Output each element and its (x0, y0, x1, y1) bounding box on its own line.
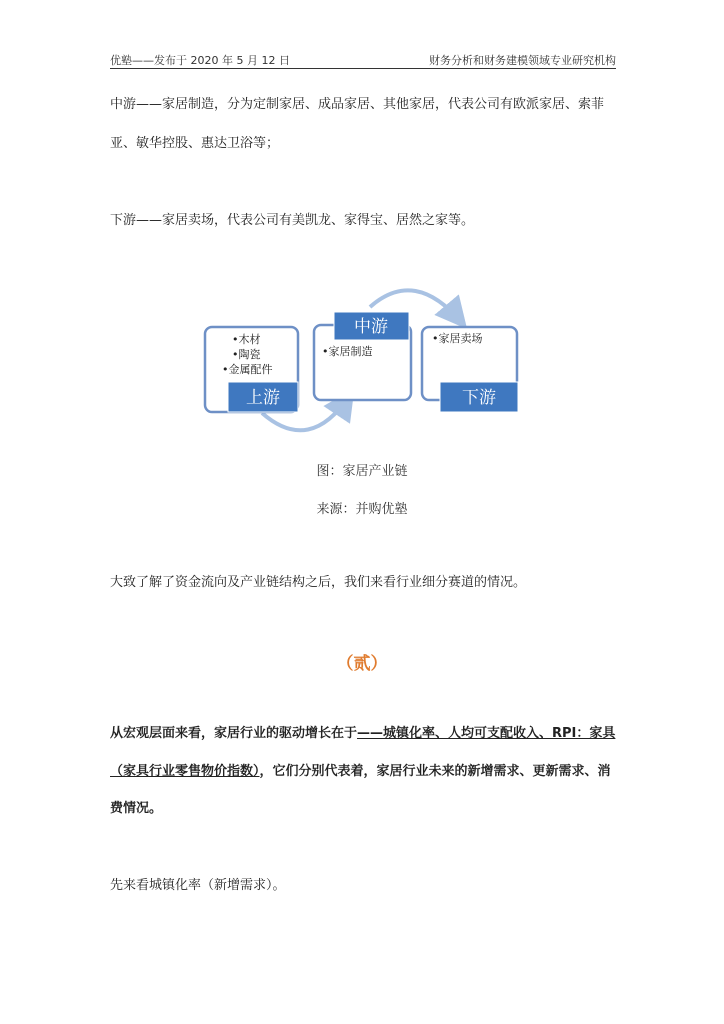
paragraph-midstream-line2: 亚、敏华控股、惠达卫浴等； (110, 136, 280, 151)
upstream-title: 上游 (246, 388, 280, 408)
upstream-item: •陶瓷 (232, 348, 261, 361)
header-org-name: 财务分析和财务建模领域专业研究机构 (429, 54, 616, 67)
underlined-rpi-note: （家具行业零售物价指数） (110, 764, 260, 779)
bold-text: ，它们分别代表着，家居行业未来的新增需求、更新需求、消 (259, 764, 611, 779)
paragraph-city-rate: 先来看城镇化率（新增需求）。 (110, 878, 286, 893)
page-header (110, 50, 616, 68)
figure-caption: 图：家居产业链 (316, 464, 408, 479)
midstream-item: •家居制造 (322, 345, 373, 358)
downstream-item: •家居卖场 (432, 332, 483, 345)
figure-source: 来源：并购优塾 (316, 502, 408, 517)
paragraph-midstream-line1: 中游——家居制造，分为定制家居、成品家居、其他家居，代表公司有欧派家居、索菲 (110, 97, 605, 112)
header-divider (110, 68, 616, 69)
bold-paragraph-line1 (110, 726, 615, 742)
bold-text: 从宏观层面来看，家居行业的驱动增长在于 (110, 726, 358, 741)
bold-paragraph-line3: 费情况。 (110, 801, 163, 816)
section-title: （贰） (336, 654, 388, 674)
bold-paragraph-line2 (110, 764, 611, 780)
paragraph-downstream: 下游——家居卖场，代表公司有美凯龙、家得宝、居然之家等。 (110, 213, 475, 228)
upstream-item: •金属配件 (222, 363, 273, 376)
header-publish-date: 优塾——发布于 2020 年 5 月 12 日 (110, 54, 290, 67)
downstream-title: 下游 (462, 388, 496, 408)
underlined-drivers: ——城镇化率、人均可支配收入、RPI：家具 (357, 726, 616, 741)
upstream-item: •木材 (232, 333, 261, 346)
midstream-title: 中游 (354, 317, 388, 337)
industry-chain-diagram (200, 285, 525, 440)
paragraph-transition: 大致了解了资金流向及产业链结构之后，我们来看行业细分赛道的情况。 (110, 575, 527, 590)
